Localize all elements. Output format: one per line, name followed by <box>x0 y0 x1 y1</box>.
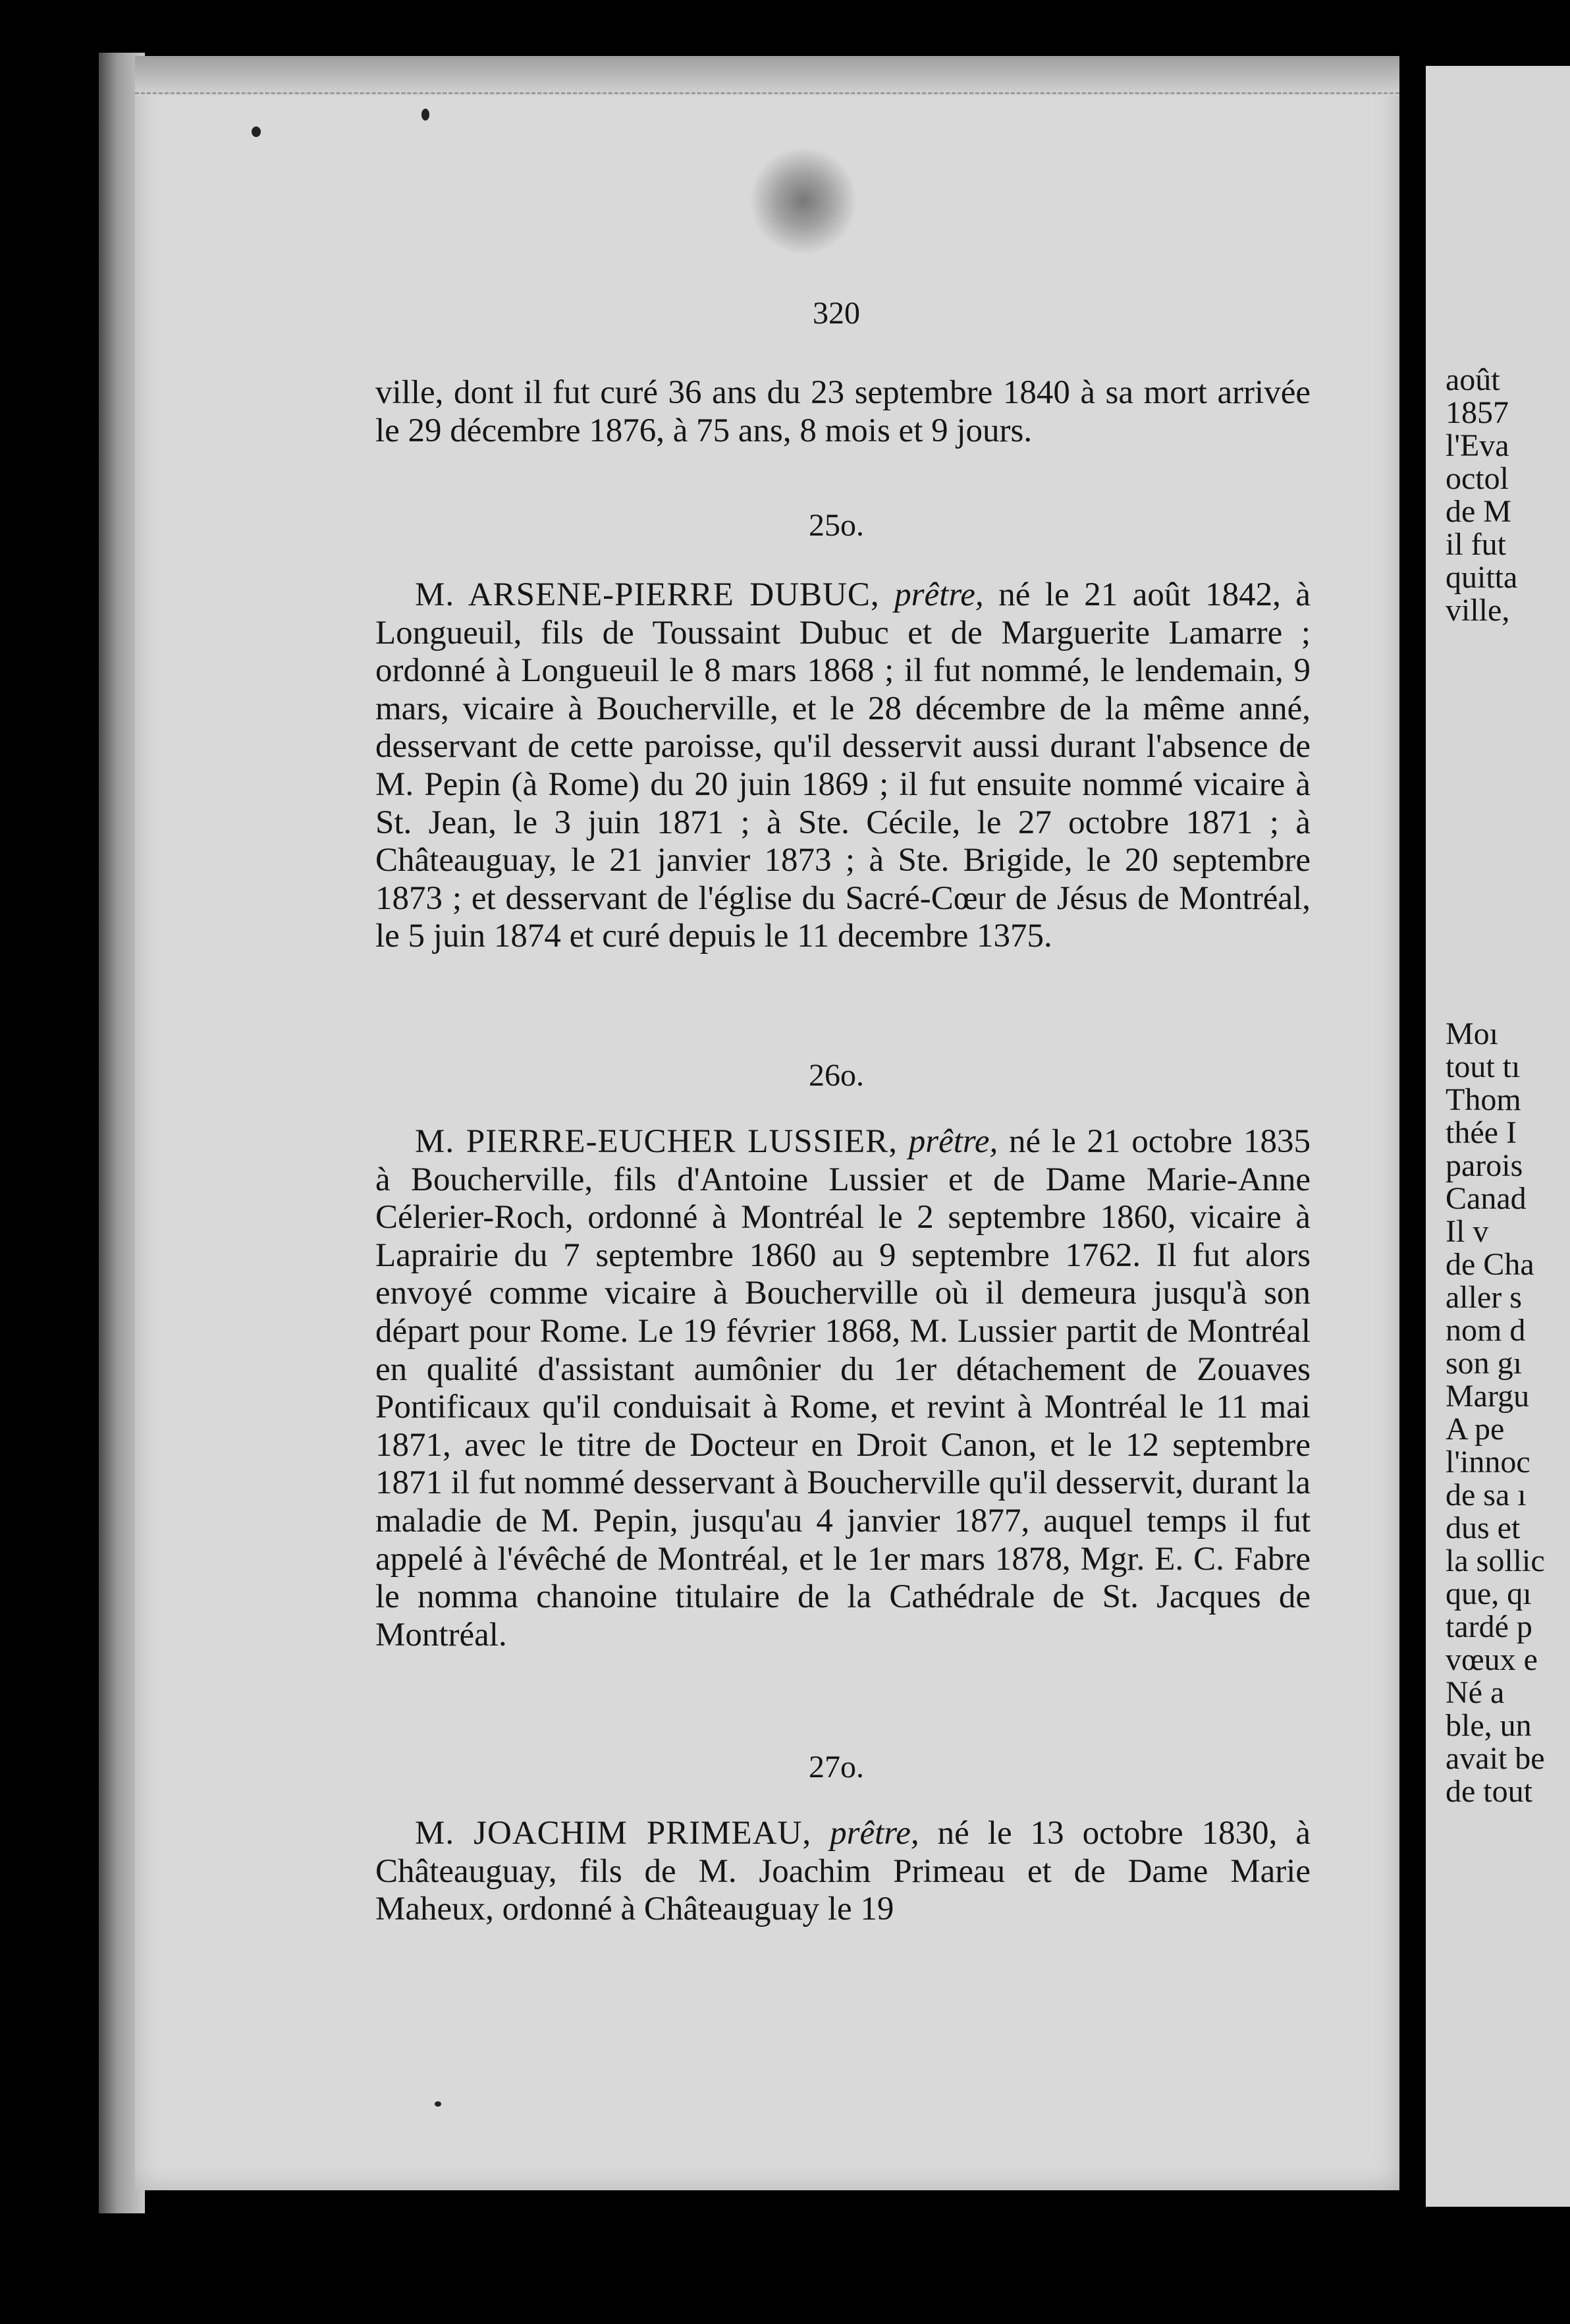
entry-body: né le 13 octobre 1830, à Châteauguay, fils de M. Joachim Primeau et de Dame Marie Maheux, ordonné à Châteauguay le 19 <box>375 1815 1311 1928</box>
ink-speck <box>435 2101 441 2107</box>
facing-page-top-fragments <box>1446 364 1517 627</box>
facing-line: que, qı <box>1446 1576 1532 1611</box>
facing-line: nom d <box>1446 1313 1526 1348</box>
facing-line: Margu <box>1446 1379 1530 1414</box>
facing-line: l'innoc <box>1446 1445 1530 1480</box>
facing-line: quitta <box>1446 560 1518 595</box>
ink-smudge <box>751 145 856 257</box>
ink-speck <box>421 109 429 121</box>
facing-line: de Cha <box>1446 1247 1534 1282</box>
entry-name: M. JOACHIM PRIMEAU, <box>415 1815 812 1852</box>
entry-27 <box>375 1815 1311 1929</box>
entry-heading-26: 26o. <box>809 1058 864 1093</box>
facing-line: A pe <box>1446 1412 1505 1447</box>
entry-25 <box>375 576 1311 956</box>
entry-26 <box>375 1123 1311 1654</box>
facing-line: tout tı <box>1446 1049 1521 1084</box>
ink-speck <box>252 126 261 137</box>
entry-title: prêtre, <box>908 1123 998 1160</box>
facing-line: son gı <box>1446 1346 1523 1381</box>
facing-line: Moı <box>1446 1016 1499 1051</box>
facing-line: Thom <box>1446 1082 1521 1117</box>
entry-title: prêtre, <box>830 1815 919 1852</box>
facing-line: Il v <box>1446 1214 1489 1249</box>
facing-line: vœux e <box>1446 1642 1538 1677</box>
page-number: 320 <box>813 296 860 331</box>
facing-line: il fut <box>1446 527 1506 562</box>
entry-body: né le 21 août 1842, à Longueuil, fils de Toussaint Dubuc et de Marguerite Lamarre ; ordonné à Longueuil le 8 mars 1868 ; il fut nommé, le lendemain, 9 mars, vicaire à Boucherville, et le 28 décembre de la même anné, desservant de cette paroisse, qu'il desservit aussi durant l'absence de M. Pepin (à Rome) du 20 juin 1869 ; il fut ensuite nommé vicaire à St. Jean, le 3 juin 1871 ; à Ste. Cécile, le 27 octobre 1871 ; à Châteauguay, le 21 janvier 1873 ; à Ste. Brigide, le 20 septembre 1873 ; et desservant de l'église du Sacré-Cœur de Jésus de Montréal, le 5 juin 1874 et curé depuis le 11 decembre 1375. <box>375 576 1311 955</box>
facing-line: de sa ı <box>1446 1478 1527 1512</box>
facing-line: tardé p <box>1446 1609 1532 1644</box>
facing-line: dus et <box>1446 1510 1521 1545</box>
facing-line: avait be <box>1446 1741 1545 1776</box>
facing-line: ble, un <box>1446 1708 1532 1743</box>
page-top-border <box>135 56 1399 96</box>
entry-name: M. PIERRE-EUCHER LUSSIER, <box>415 1123 898 1160</box>
entry-heading-25: 25o. <box>809 508 864 543</box>
entry-title: prêtre, <box>894 576 984 613</box>
facing-line: l'Eva <box>1446 428 1509 463</box>
continuation-paragraph <box>375 374 1311 450</box>
continuation-text: ville, dont il fut curé 36 ans du 23 septembre 1840 à sa mort arrivée le 29 décembre 1876, à 75 ans, 8 mois et 9 jours. <box>375 374 1311 449</box>
facing-line: 1857 <box>1446 395 1509 430</box>
facing-line: ville, <box>1446 593 1510 628</box>
entry-name: M. ARSENE-PIERRE DUBUC, <box>415 576 880 613</box>
facing-line: la sollic <box>1446 1543 1545 1578</box>
facing-line: Né a <box>1446 1675 1505 1710</box>
facing-line: Canad <box>1446 1181 1527 1216</box>
facing-line: thée I <box>1446 1115 1517 1150</box>
facing-line: parois <box>1446 1148 1523 1183</box>
facing-line: octol <box>1446 461 1509 496</box>
facing-line: aller s <box>1446 1280 1522 1315</box>
facing-line: août <box>1446 362 1500 397</box>
facing-line: de tout <box>1446 1774 1532 1809</box>
entry-heading-27: 27o. <box>809 1750 864 1784</box>
facing-line: de M <box>1446 494 1511 529</box>
facing-page-bottom-fragments <box>1446 1018 1545 1808</box>
facing-page <box>1426 66 1570 2207</box>
entry-body: né le 21 octobre 1835 à Boucherville, fils d'Antoine Lussier et de Dame Marie-Anne Célerier-Roch, ordonné à Montréal le 2 septembre 1860, vicaire à Laprairie du 7 septembre 1860 au 9 septembre 1762. Il fut alors envoyé comme vicaire à Boucherville où il demeura jusqu'à son départ pour Rome. Le 19 février 1868, M. Lussier partit de Montréal en qualité d'assistant aumônier du 1er détachement de Zouaves Pontificaux qu'il conduisait à Rome, et revint à Montréal le 11 mai 1871, avec le titre de Docteur en Droit Canon, et le 12 septembre 1871 il fut nommé desservant à Boucherville qu'il desservit, durant la maladie de M. Pepin, jusqu'au 4 janvier 1877, auquel temps il fut appelé à l'évêché de Montréal, et le 1er mars 1878, Mgr. E. C. Fabre le nomma chanoine titulaire de la Cathédrale de St. Jacques de Montréal. <box>375 1123 1311 1653</box>
